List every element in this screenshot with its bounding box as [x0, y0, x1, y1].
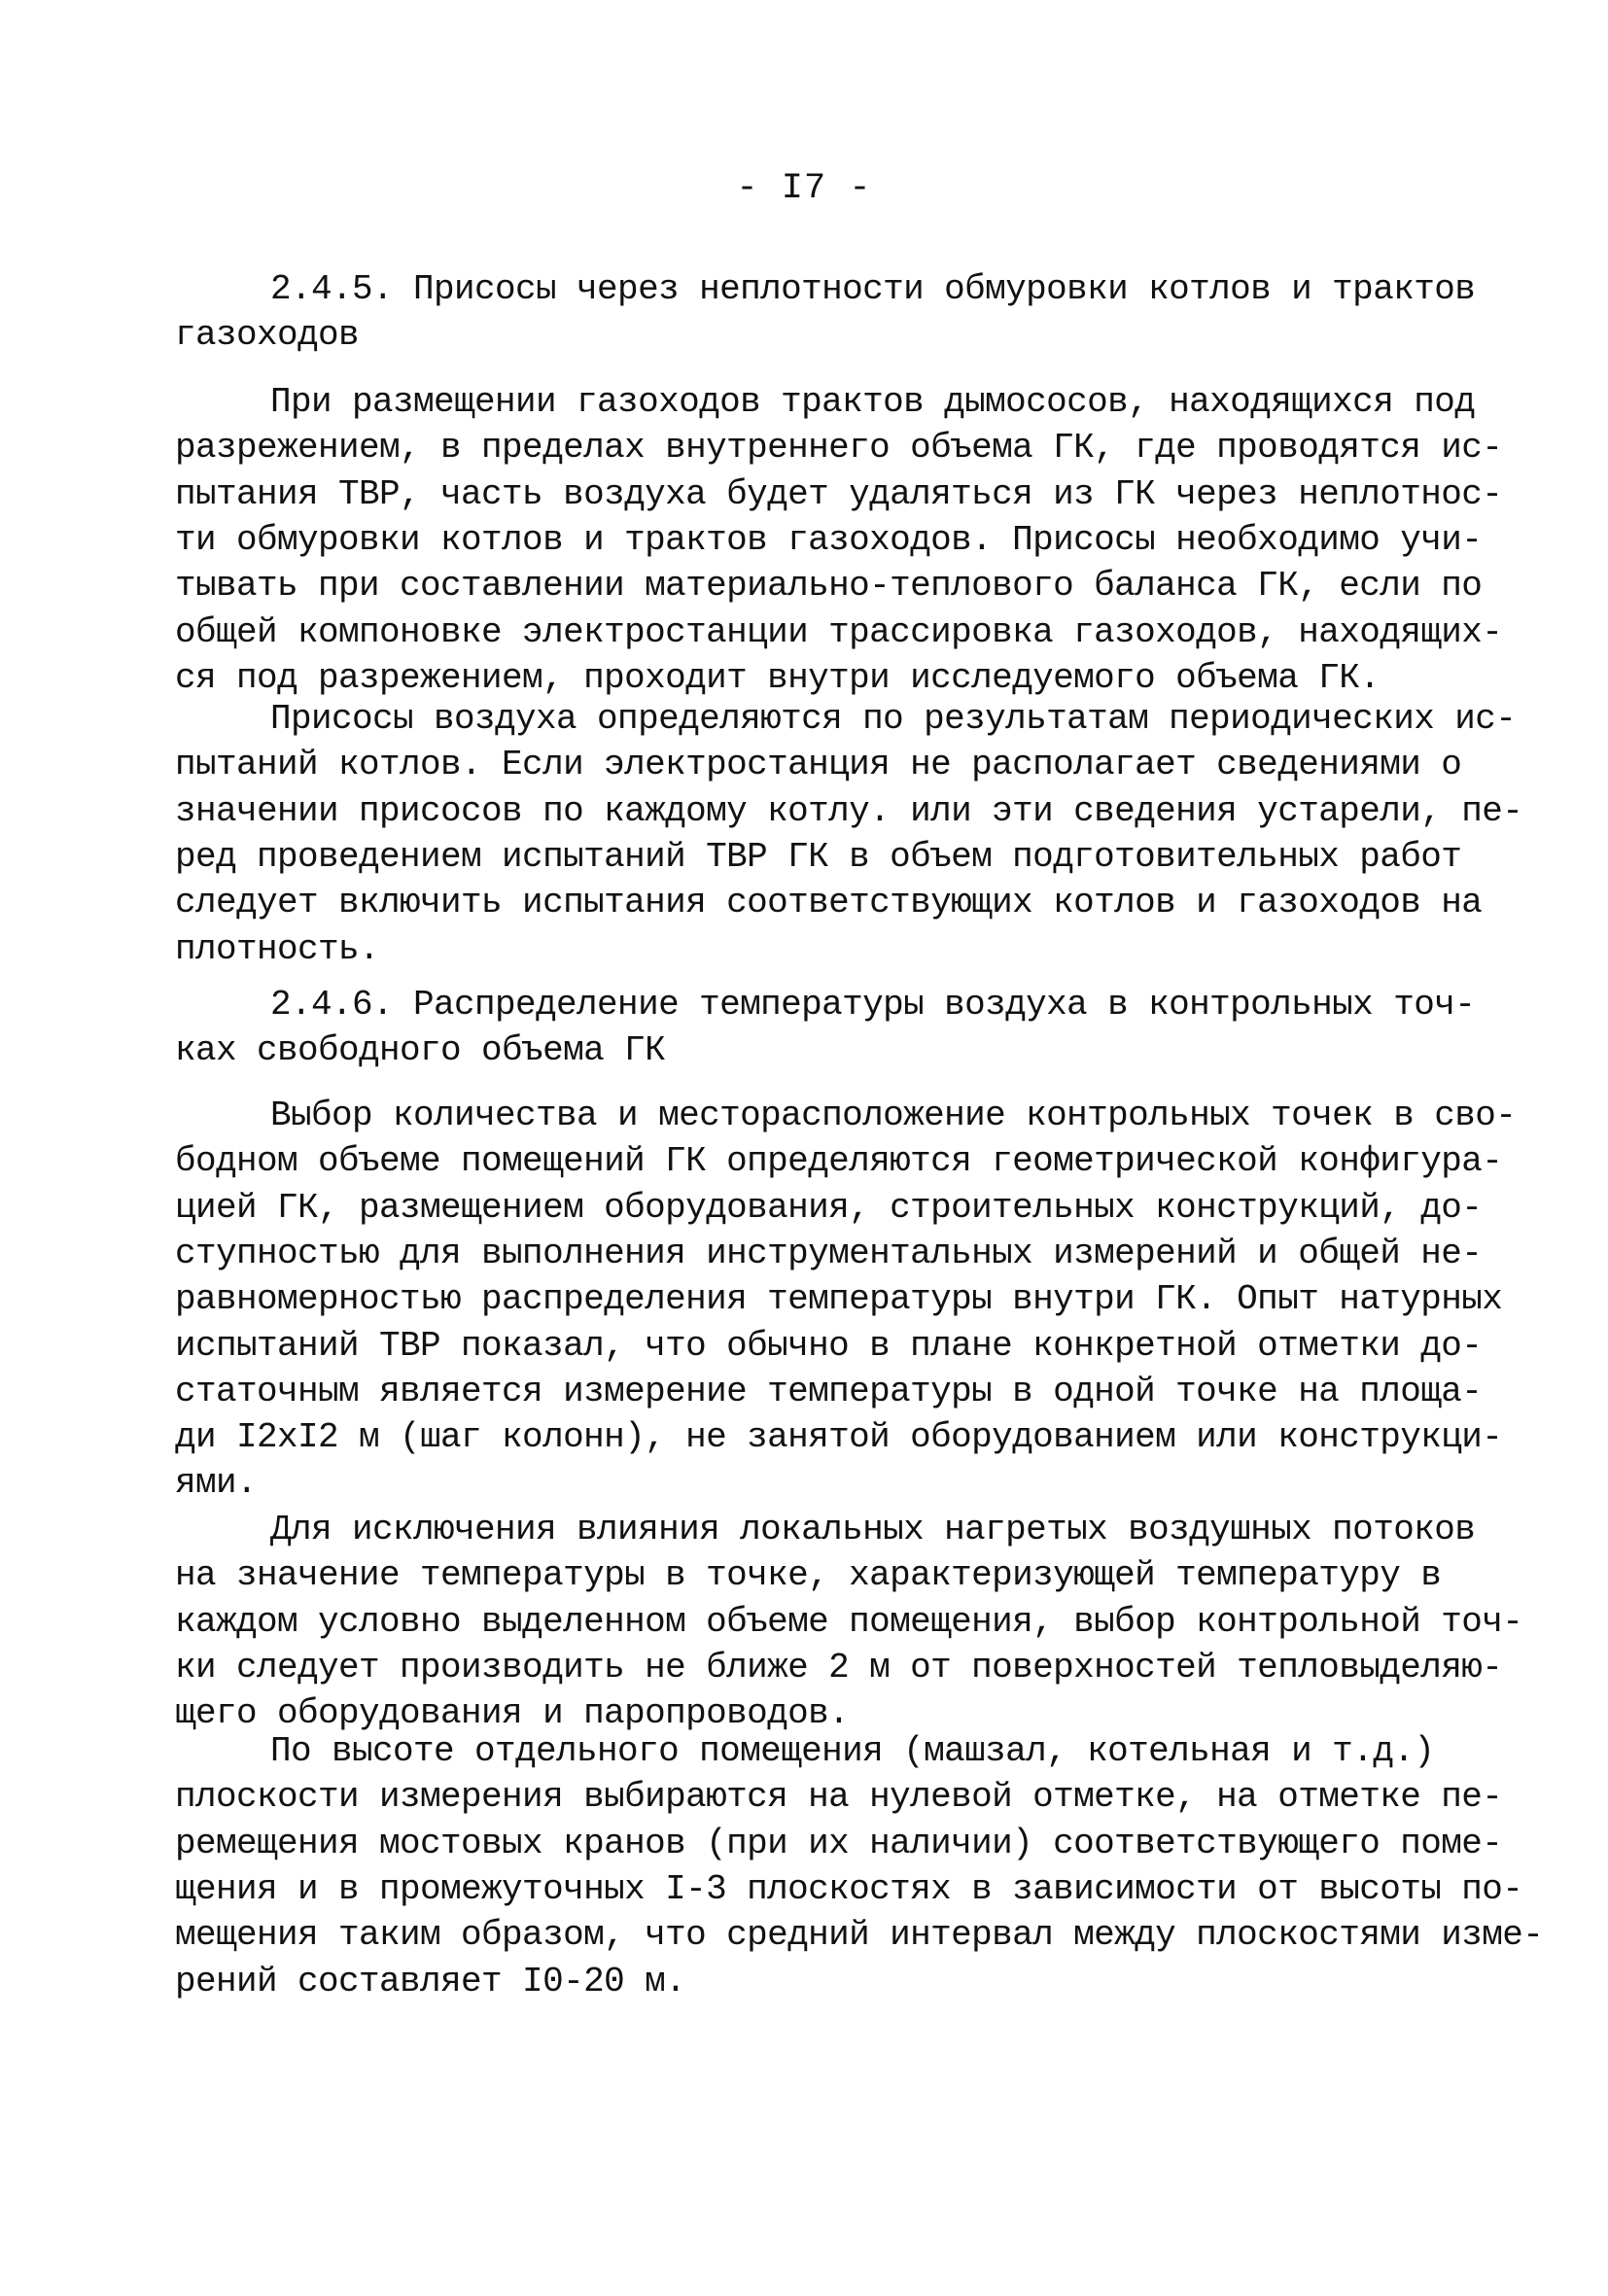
text-line: ремещения мостовых кранов (при их наличии) соответствующего поме- — [175, 1824, 1503, 1863]
text-line: рений составляет I0-20 м. — [175, 1962, 686, 2001]
text-line: равномерностью распределения температуры внутри ГК. Опыт натурных — [175, 1279, 1503, 1319]
text-line: испытаний ТВР показал, что обычно в плане конкретной отметки до- — [175, 1326, 1483, 1366]
text-line: статочным является измерение температуры в одной точке на площа- — [175, 1372, 1483, 1411]
text-line: значении присосов по каждому котлу. или эти сведения устарели, пе- — [175, 791, 1523, 831]
text-line: ступностью для выполнения инструментальных измерений и общей не- — [175, 1234, 1483, 1273]
text-line: По высоте отдельного помещения (машзал, котельная и т.д.) — [270, 1731, 1435, 1771]
text-line: ках свободного объема ГК — [175, 1030, 666, 1070]
text-line: ся под разрежением, проходит внутри исследуемого объема ГК. — [175, 658, 1381, 698]
text-line: общей компоновке электростанции трассировка газоходов, находящих- — [175, 612, 1503, 652]
text-line: мещения таким образом, что средний интервал между плоскостями изме- — [175, 1915, 1544, 1955]
text-line: бодном объеме помещений ГК определяются геометрической конфигура- — [175, 1141, 1503, 1181]
text-line: 2.4.6. Распределение температуры воздуха в контрольных точ- — [270, 985, 1476, 1025]
text-line: цией ГК, размещением оборудования, строительных конструкций, до- — [175, 1188, 1483, 1228]
text-line: разрежением, в пределах внутреннего объема ГК, где проводятся ис- — [175, 428, 1503, 468]
text-line: ки следует производить не ближе 2 м от поверхностей тепловыделяю- — [175, 1648, 1503, 1687]
page-number: - I7 - — [736, 168, 872, 209]
text-line: Присосы воздуха определяются по результатам периодических ис- — [270, 699, 1517, 739]
text-line: 2.4.5. Присосы через неплотности обмуровки котлов и трактов — [270, 269, 1476, 309]
text-line: тывать при составлении материально-теплового баланса ГК, если по — [175, 566, 1483, 606]
text-line: ди I2xI2 м (шаг колонн), не занятой оборудованием или конструкци- — [175, 1417, 1503, 1457]
text-line: ред проведением испытаний ТВР ГК в объем подготовительных работ — [175, 837, 1462, 877]
text-line: щего оборудования и паропроводов. — [175, 1693, 850, 1733]
text-line: плоскости измерения выбираются на нулевой отметке, на отметке пе- — [175, 1777, 1503, 1817]
text-line: щения и в промежуточных I-3 плоскостях в зависимости от высоты по- — [175, 1869, 1523, 1909]
text-line: газоходов — [175, 315, 360, 355]
text-line: плотность. — [175, 929, 380, 969]
text-line: Выбор количества и месторасположение контрольных точек в сво- — [270, 1096, 1517, 1135]
text-line: ями. — [175, 1463, 258, 1503]
text-line: каждом условно выделенном объеме помещения, выбор контрольной точ- — [175, 1602, 1523, 1642]
text-line: ти обмуровки котлов и трактов газоходов. Присосы необходимо учи- — [175, 520, 1483, 560]
text-line: пытания ТВР, часть воздуха будет удаляться из ГК через неплотнос- — [175, 474, 1503, 514]
text-line: пытаний котлов. Если электростанция не располагает сведениями о — [175, 745, 1462, 784]
text-line: При размещении газоходов трактов дымососов, находящихся под — [270, 382, 1476, 422]
text-line: следует включить испытания соответствующих котлов и газоходов на — [175, 883, 1483, 922]
text-line: Для исключения влияния локальных нагретых воздушных потоков — [270, 1510, 1476, 1549]
text-line: на значение температуры в точке, характеризующей температуру в — [175, 1555, 1442, 1595]
